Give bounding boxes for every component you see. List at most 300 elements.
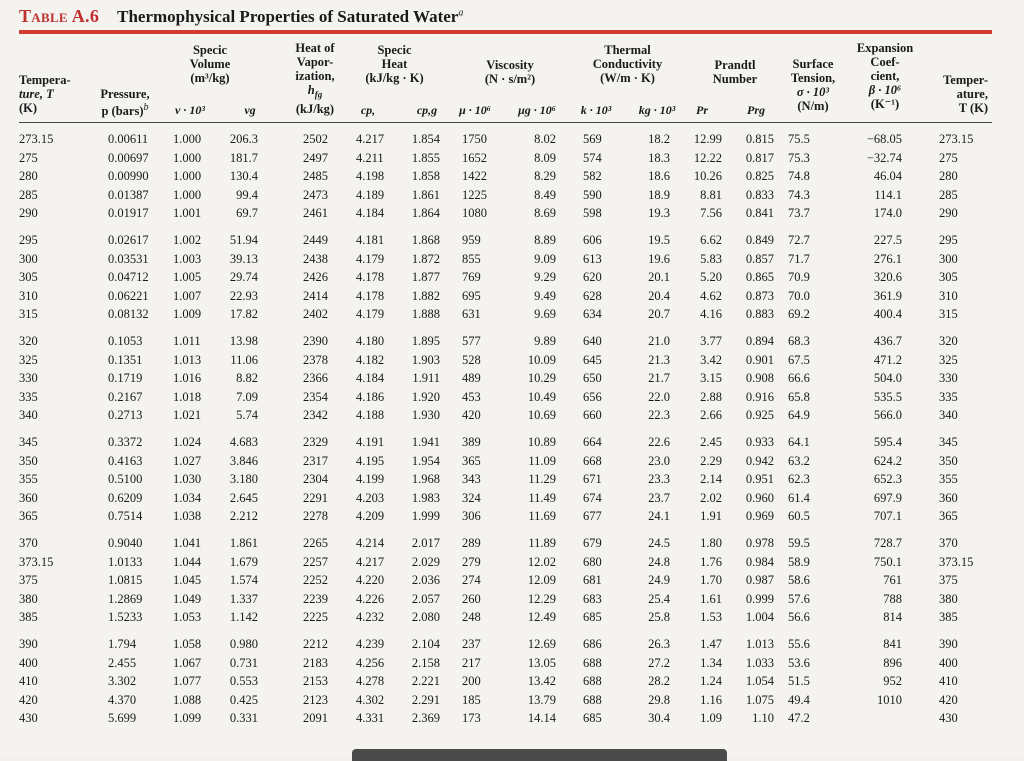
table-cell: 330	[939, 371, 958, 386]
table-cell: 2378	[303, 352, 328, 367]
table-cell: 1.53	[700, 610, 722, 625]
table-cell: 19.3	[648, 206, 670, 221]
table-cell: 324	[462, 490, 481, 505]
table-cell: 173	[462, 711, 481, 726]
table-cell: 5.83	[700, 251, 722, 266]
table-cell: 290	[19, 206, 38, 221]
table-cell: 20.4	[648, 288, 670, 303]
table-cell: 1.004	[745, 610, 774, 625]
table-cell: 855	[462, 251, 481, 266]
table-cell: 71.7	[788, 251, 810, 266]
table-cell: 9.69	[534, 307, 556, 322]
footnote-mark: a	[458, 7, 464, 19]
header-temperature	[19, 73, 71, 115]
table-cell: 1.5233	[108, 610, 143, 625]
table-cell: 19.6	[648, 251, 670, 266]
subheader-cp: cp,	[360, 103, 376, 117]
table-cell: 660	[583, 408, 602, 423]
table-cell: 1.088	[173, 692, 202, 707]
table-cell: 1.077	[173, 674, 202, 689]
header-line	[280, 83, 350, 102]
table-cell: 69.2	[788, 307, 810, 322]
table-row	[0, 351, 1024, 370]
table-cell: 595.4	[873, 435, 902, 449]
table-cell: 0.999	[745, 591, 774, 606]
header-line: Temper-	[943, 73, 988, 87]
table-cell: 64.1	[788, 435, 810, 449]
table-cell: 606	[583, 233, 602, 247]
table-cell: 1.61	[700, 591, 722, 606]
table-cell: 285	[19, 187, 38, 202]
table-cell: 420	[939, 692, 958, 707]
header-line: Heat	[381, 57, 408, 71]
table-cell: 1.000	[173, 169, 202, 184]
table-cell: 2390	[303, 334, 328, 348]
table-cell: 1.058	[173, 637, 202, 651]
table-cell: 0.849	[745, 233, 774, 247]
table-cell: 400	[939, 655, 958, 670]
table-cell: 280	[939, 169, 958, 184]
header-temperature-right	[930, 73, 988, 115]
table-row	[0, 709, 1024, 728]
table-cell: 420	[462, 408, 481, 423]
table-cell: 343	[462, 472, 481, 487]
subheader-kg: kg · 10³	[638, 103, 676, 117]
table-cell: 1.337	[229, 591, 258, 606]
table-cell: 8.02	[534, 132, 556, 146]
table-cell: 53.6	[788, 655, 810, 670]
table-cell: 1.882	[411, 288, 440, 303]
table-cell: 1080	[462, 206, 487, 221]
table-cell: 0.865	[745, 270, 774, 285]
table-cell: 1.002	[173, 233, 202, 247]
table-caption	[117, 7, 463, 26]
header-line: Tension,	[790, 71, 836, 85]
header-line: (W/m · K)	[600, 71, 655, 85]
table-cell: 1.2869	[108, 591, 143, 606]
table-cell: 73.7	[788, 206, 810, 221]
table-cell: 410	[19, 674, 38, 689]
table-cell: 9.09	[534, 251, 556, 266]
table-cell: 1.045	[173, 573, 202, 588]
header-line: Expansion	[856, 41, 914, 55]
table-cell: 276.1	[873, 251, 902, 266]
table-cell: 574	[583, 150, 602, 165]
table-cell: 20.7	[648, 307, 670, 322]
header-line: (m³/kg)	[190, 71, 230, 85]
table-cell: 4.199	[356, 472, 385, 487]
table-cell: 12.69	[527, 637, 556, 651]
table-cell: 300	[19, 251, 38, 266]
table-cell: 181.7	[229, 150, 258, 165]
table-cell: 1.054	[745, 674, 774, 689]
subheader-vg: vg	[244, 103, 256, 117]
table-cell: 4.184	[356, 206, 385, 221]
table-cell: 2153	[303, 674, 328, 689]
table-cell: 590	[583, 187, 602, 202]
table-cell: 1.34	[700, 655, 722, 670]
table-cell: 1.0133	[108, 554, 143, 569]
table-cell: 0.4163	[108, 453, 143, 468]
subheader-mu: μ · 10⁶	[459, 103, 491, 117]
table-cell: 2265	[303, 536, 328, 550]
table-cell: 8.69	[534, 206, 556, 221]
table-row	[0, 204, 1024, 223]
table-cell: 0.731	[229, 655, 258, 670]
table-cell: 2.080	[411, 610, 440, 625]
table-cell: 750.1	[873, 554, 902, 569]
table-cell: 0.857	[745, 251, 774, 266]
table-cell: 0.873	[745, 288, 774, 303]
table-cell: 697.9	[873, 490, 902, 505]
table-cell: 7.09	[236, 389, 258, 404]
table-cell: 1.10	[752, 711, 774, 726]
table-cell: 0.04712	[108, 270, 149, 285]
table-cell: 4.179	[356, 251, 385, 266]
table-cell: 330	[19, 371, 38, 386]
table-cell: 1.041	[173, 536, 202, 550]
table-cell: 24.1	[648, 509, 670, 524]
header-line: Thermal	[604, 43, 651, 57]
table-cell: 4.178	[356, 270, 385, 285]
table-cell: 273.15	[19, 132, 54, 146]
table-cell: 370	[19, 536, 38, 550]
table-cell: 2.14	[700, 472, 722, 487]
table-cell: 2.369	[411, 711, 440, 726]
table-cell: 1.794	[108, 637, 137, 651]
table-cell: 4.217	[356, 554, 385, 569]
table-cell: 577	[462, 334, 481, 348]
table-cell: 4.182	[356, 352, 385, 367]
subheader-v: v · 10³	[175, 103, 205, 117]
table-cell: 46.04	[873, 169, 902, 184]
table-cell: 0.06221	[108, 288, 149, 303]
table-cell: 1.854	[411, 132, 440, 146]
table-row	[0, 507, 1024, 526]
table-row	[0, 635, 1024, 654]
header-line: Volume	[189, 57, 231, 71]
subheader-k: k · 10³	[580, 103, 612, 117]
table-cell: 74.8	[788, 169, 810, 184]
table-cell: 70.9	[788, 270, 810, 285]
table-cell: 1.001	[173, 206, 202, 221]
table-cell: 685	[583, 711, 602, 726]
table-cell: 274	[462, 573, 481, 588]
table-cell: 23.0	[648, 453, 670, 468]
table-cell: 1.016	[173, 371, 202, 386]
table-cell: 681	[583, 573, 602, 588]
table-cell: 2402	[303, 307, 328, 322]
table-cell: 1.903	[411, 352, 440, 367]
table-cell: 350	[19, 453, 38, 468]
table-cell: 1.16	[700, 692, 722, 707]
table-cell: 10.09	[527, 352, 556, 367]
table-cell: 217	[462, 655, 481, 670]
table-row	[0, 332, 1024, 351]
table-cell: 2342	[303, 408, 328, 423]
table-cell: 2225	[303, 610, 328, 625]
header-expansion	[850, 41, 920, 111]
table-cell: 57.6	[788, 591, 810, 606]
table-cell: 58.9	[788, 554, 810, 569]
table-cell: 315	[939, 307, 958, 322]
table-cell: 1.013	[173, 352, 202, 367]
table-cell: 200	[462, 674, 481, 689]
table-cell: 30.4	[648, 711, 670, 726]
header-symbol: h	[307, 83, 315, 97]
table-cell: 13.05	[527, 655, 556, 670]
table-cell: 1.888	[411, 307, 440, 322]
table-cell: 4.302	[356, 692, 385, 707]
table-cell: 656	[583, 389, 602, 404]
header-line: ature,	[956, 87, 988, 101]
table-cell: 1.034	[173, 490, 202, 505]
header-heat-vaporization	[280, 41, 350, 116]
table-number: Table A.6	[19, 6, 100, 26]
table-cell: 8.09	[534, 150, 556, 165]
table-cell: 677	[583, 509, 602, 524]
table-cell: 0.553	[229, 674, 258, 689]
table-cell: 1.053	[173, 610, 202, 625]
table-cell: 1.861	[411, 187, 440, 202]
table-cell: 1.861	[229, 536, 258, 550]
table-cell: 12.49	[527, 610, 556, 625]
table-cell: 11.69	[528, 509, 556, 524]
table-cell: 0.3372	[108, 435, 143, 449]
table-cell: 28.2	[648, 674, 670, 689]
table-cell: 4.198	[356, 169, 385, 184]
header-line: Viscosity	[486, 58, 534, 72]
table-cell: 841	[883, 637, 902, 651]
table-cell: 289	[462, 536, 481, 550]
table-cell: 24.5	[648, 536, 670, 550]
table-cell: 67.5	[788, 352, 810, 367]
table-cell: 61.4	[788, 490, 810, 505]
table-cell: 1.000	[173, 132, 202, 146]
table-cell: 1.027	[173, 453, 202, 468]
table-cell: 373.15	[939, 554, 974, 569]
table-cell: 1.868	[411, 233, 440, 247]
table-cell: 23.7	[648, 490, 670, 505]
table-cell: 325	[939, 352, 958, 367]
table-cell: 0.978	[745, 536, 774, 550]
table-row	[0, 369, 1024, 388]
table-cell: 0.933	[745, 435, 774, 449]
table-cell: 22.0	[648, 389, 670, 404]
table-cell: 2329	[303, 435, 328, 449]
table-cell: 0.815	[745, 132, 774, 146]
table-cell: 21.0	[648, 334, 670, 348]
table-cell: 5.74	[236, 408, 258, 423]
table-cell: 3.846	[229, 453, 258, 468]
table-cell: 12.99	[693, 132, 722, 146]
table-cell: 306	[462, 509, 481, 524]
table-cell: 273.15	[939, 132, 974, 146]
table-cell: 645	[583, 352, 602, 367]
table-cell: 0.5100	[108, 472, 143, 487]
table-cell: 640	[583, 334, 602, 348]
header-prandtl	[700, 58, 770, 86]
table-cell: 4.62	[700, 288, 722, 303]
table-cell: 4.278	[356, 674, 385, 689]
table-cell: 29.74	[229, 270, 258, 285]
table-cell: 0.1053	[108, 334, 143, 348]
table-cell: 26.3	[648, 637, 670, 651]
table-cell: 320	[939, 334, 958, 348]
table-cell: 3.77	[700, 334, 722, 348]
table-cell: 1.038	[173, 509, 202, 524]
table-cell: 2.029	[411, 554, 440, 569]
table-cell: 0.331	[229, 711, 258, 726]
table-cell: 227.5	[873, 233, 902, 247]
header-line: Heat of	[295, 41, 335, 55]
header-line: Pressure,	[100, 87, 150, 101]
table-cell: 1.018	[173, 389, 202, 404]
table-cell: 4.256	[356, 655, 385, 670]
table-row	[0, 167, 1024, 186]
table-cell: 310	[19, 288, 38, 303]
table-cell: 340	[939, 408, 958, 423]
table-cell: 3.42	[700, 352, 722, 367]
table-cell: 295	[939, 233, 958, 247]
table-cell: 2461	[303, 206, 328, 221]
table-cell: 11.09	[528, 453, 556, 468]
header-line: ture, T	[19, 87, 54, 101]
header-viscosity	[470, 58, 550, 86]
table-cell: 60.5	[788, 509, 810, 524]
table-cell: 2212	[303, 637, 328, 651]
table-cell: 1652	[462, 150, 487, 165]
table-cell: 51.94	[229, 233, 258, 247]
table-cell: 4.683	[229, 435, 258, 449]
table-cell: 69.7	[236, 206, 258, 221]
table-cell: 0.960	[745, 490, 774, 505]
table-cell: 1.0815	[108, 573, 143, 588]
table-cell: 430	[939, 711, 958, 726]
table-cell: 1.013	[745, 637, 774, 651]
table-cell: 260	[462, 591, 481, 606]
table-cell: 75.3	[788, 150, 810, 165]
header-line: (N/m)	[797, 99, 829, 113]
table-cell: 4.370	[108, 692, 137, 707]
table-cell: 300	[939, 251, 958, 266]
header-line: Number	[712, 72, 758, 86]
table-cell: 1.941	[411, 435, 440, 449]
table-cell: 1.024	[173, 435, 202, 449]
table-cell: 4.179	[356, 307, 385, 322]
table-cell: 650	[583, 371, 602, 386]
table-cell: 0.7514	[108, 509, 143, 524]
table-cell: 12.09	[527, 573, 556, 588]
header-line: Prandtl	[714, 58, 756, 72]
table-cell: 10.49	[527, 389, 556, 404]
table-cell: 1.80	[700, 536, 722, 550]
table-cell: 360	[939, 490, 958, 505]
table-cell: 62.3	[788, 472, 810, 487]
table-cell: 2.221	[411, 674, 440, 689]
table-cell: 1.76	[700, 554, 722, 569]
table-caption-text: Thermophysical Properties of Saturated Water	[117, 7, 459, 26]
header-pressure	[93, 87, 157, 118]
table-cell: 320	[19, 334, 38, 348]
table-row	[0, 553, 1024, 572]
table-cell: 566.0	[873, 408, 902, 423]
table-cell: 1.003	[173, 251, 202, 266]
header-line: β · 10⁶	[868, 83, 902, 97]
table-row	[0, 534, 1024, 553]
table-cell: 504.0	[873, 371, 902, 386]
table-row	[0, 149, 1024, 168]
table-cell: 1.70	[700, 573, 722, 588]
viewer-scrollbar[interactable]	[352, 749, 727, 761]
table-cell: 688	[583, 674, 602, 689]
table-cell: 1.030	[173, 472, 202, 487]
table-cell: 489	[462, 371, 481, 386]
table-cell: 1.067	[173, 655, 202, 670]
table-cell: 63.2	[788, 453, 810, 468]
footnote-mark: b	[143, 102, 149, 113]
table-cell: 1.000	[173, 187, 202, 202]
table-cell: 4.217	[356, 132, 385, 146]
table-cell: 47.2	[788, 711, 810, 726]
table-cell: 2257	[303, 554, 328, 569]
table-cell: 290	[939, 206, 958, 221]
table-cell: 55.6	[788, 637, 810, 651]
header-specific-heat	[357, 43, 432, 85]
table-cell: 0.9040	[108, 536, 143, 550]
table-cell: 0.1351	[108, 352, 143, 367]
table-cell: 12.22	[693, 150, 722, 165]
table-cell: 3.180	[229, 472, 258, 487]
table-cell: 65.8	[788, 389, 810, 404]
table-cell: 0.901	[745, 352, 774, 367]
table-cell: 1.864	[411, 206, 440, 221]
table-cell: 674	[583, 490, 602, 505]
table-cell: 1750	[462, 132, 487, 146]
table-cell: 18.3	[648, 150, 670, 165]
table-cell: 4.16	[700, 307, 722, 322]
table-cell: 410	[939, 674, 958, 689]
table-cell: 4.186	[356, 389, 385, 404]
table-cell: 12.02	[527, 554, 556, 569]
table-cell: 0.969	[745, 509, 774, 524]
table-cell: 11.89	[528, 536, 556, 550]
table-cell: 0.925	[745, 408, 774, 423]
table-cell: 1.911	[412, 371, 440, 386]
table-cell: 275	[19, 150, 38, 165]
table-cell: 350	[939, 453, 958, 468]
table-cell: 2239	[303, 591, 328, 606]
table-cell: 13.79	[527, 692, 556, 707]
table-cell: 1.954	[411, 453, 440, 468]
table-cell: 788	[883, 591, 902, 606]
table-cell: 5.20	[700, 270, 722, 285]
table-row	[0, 470, 1024, 489]
table-cell: 2091	[303, 711, 328, 726]
table-cell: 0.980	[229, 637, 258, 651]
table-row	[0, 571, 1024, 590]
table-cell: 2.02	[700, 490, 722, 505]
table-cell: 325	[19, 352, 38, 367]
table-cell: 688	[583, 655, 602, 670]
table-cell: 430	[19, 711, 38, 726]
table-cell: 688	[583, 692, 602, 707]
table-cell: 19.5	[648, 233, 670, 247]
table-cell: 11.49	[528, 490, 556, 505]
table-cell: 22.93	[229, 288, 258, 303]
table-cell: 2449	[303, 233, 328, 247]
table-cell: 2366	[303, 371, 328, 386]
